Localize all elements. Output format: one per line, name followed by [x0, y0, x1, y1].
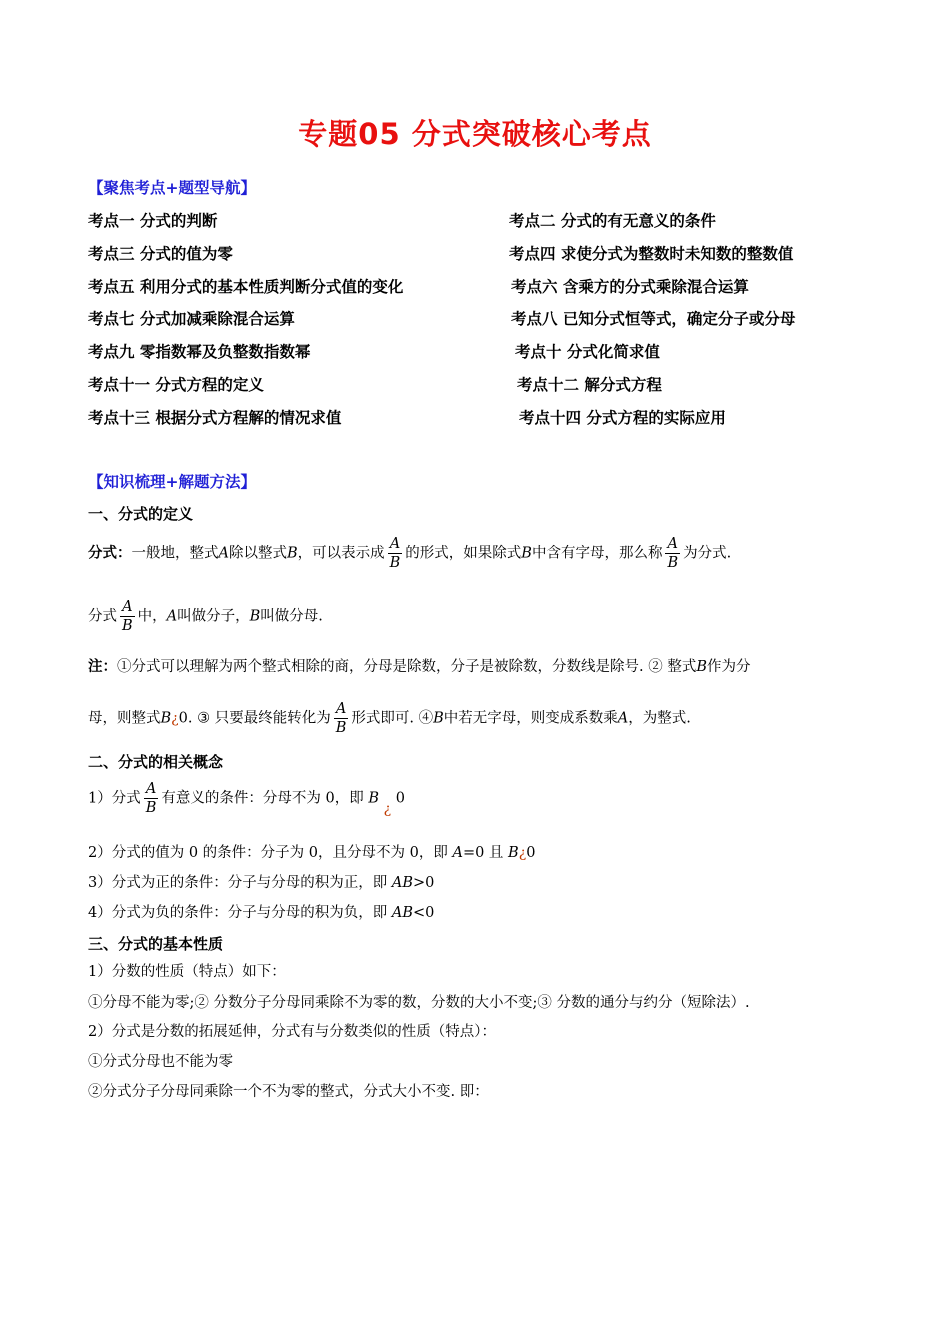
- property-line: ①分母不能为零;② 分数分子分母同乘除不为零的数，分数的大小不变;③ 分数的通分与约分（短除法）.: [88, 995, 750, 1011]
- topic-item: 考点一 分式的判断: [88, 212, 218, 230]
- note-label: 注：: [88, 659, 117, 675]
- fraction-a-over-b: $\frac{A}{B}$: [145, 781, 157, 816]
- concept-item-2: 2）分式的值为 0 的条件：分子为 0，且分母不为 0，即 A=0 且 B¿0: [88, 845, 536, 861]
- property-line: 1）分数的性质（特点）如下：: [88, 964, 286, 980]
- topic-item: 考点四 求使分式为整数时未知数的整数值: [509, 245, 794, 263]
- topic-item: 考点十二 解分式方程: [517, 376, 662, 394]
- fraction-a-over-b: $\frac{A}{B}$: [122, 599, 133, 634]
- fraction-a-over-b: $\frac{A}{B}$: [667, 536, 679, 571]
- topic-item: 考点九 零指数幂及负整数指数幂: [88, 343, 311, 361]
- topic-item: 考点八 已知分式恒等式，确定分子或分母: [511, 310, 796, 328]
- section-heading-knowledge: 【知识梳理+解题方法】: [88, 473, 256, 491]
- part3-heading: 三、分式的基本性质: [88, 935, 224, 953]
- topic-item: 考点三 分式的值为零: [88, 245, 233, 263]
- topic-item: 考点五 利用分式的基本性质判断分式值的变化: [88, 278, 404, 296]
- topic-item: 考点十四 分式方程的实际应用: [519, 409, 726, 427]
- topic-item: 考点十 分式化简求值: [515, 343, 660, 361]
- concept-item-1: 1）分式 $\frac{A}{B}$ 有意义的条件：分母不为 0，即 B ¿ 0: [88, 781, 405, 817]
- part2-heading: 二、分式的相关概念: [88, 753, 224, 771]
- concept-item-3: 3）分式为正的条件：分子与分母的积为正，即 AB>0: [88, 875, 435, 891]
- note-line-2: 母，则整式B¿0. ③ 只要最终能转化为 $\frac{A}{B}$ 形式即可. ④B中若无字母，则变成系数乘A，为整式.: [88, 701, 691, 736]
- page-title: 专题05 分式突破核心考点: [298, 117, 652, 151]
- definition-line: 分式：一般地，整式A除以整式B，可以表示成 $\frac{A}{B}$ 的形式，如果除式B中含有字母，那么称 $\frac{A}{B}$ 为分式.: [88, 536, 732, 571]
- property-line: ①分式分母也不能为零: [88, 1054, 233, 1070]
- topic-item: 考点十三 根据分式方程解的情况求值: [88, 409, 342, 427]
- section-heading-topics: 【聚焦考点+题型导航】: [88, 179, 256, 197]
- topic-item: 考点七 分式加减乘除混合运算: [88, 310, 295, 328]
- topic-item: 考点二 分式的有无意义的条件: [509, 212, 716, 230]
- note-line-1: 注：①分式可以理解为两个整式相除的商，分母是除数，分子是被除数，分数线是除号. ② 整式B作为分: [88, 659, 751, 675]
- definition-label: 分式：: [88, 545, 132, 562]
- topic-item: 考点十一 分式方程的定义: [88, 376, 264, 394]
- fraction-a-over-b: $\frac{A}{B}$: [389, 536, 401, 571]
- numerator-denominator-line: 分式 $\frac{A}{B}$ 中，A叫做分子，B叫做分母.: [88, 599, 323, 634]
- property-line: ②分式分子分母同乘除一个不为零的整式，分式大小不变. 即：: [88, 1084, 489, 1100]
- concept-item-4: 4）分式为负的条件：分子与分母的积为负，即 AB<0: [88, 905, 435, 921]
- fraction-a-over-b: $\frac{A}{B}$: [335, 701, 347, 736]
- part1-heading: 一、分式的定义: [88, 505, 194, 523]
- property-line: 2）分式是分数的拓展延伸，分式有与分数类似的性质（特点）：: [88, 1024, 496, 1040]
- topic-item: 考点六 含乘方的分式乘除混合运算: [511, 278, 749, 296]
